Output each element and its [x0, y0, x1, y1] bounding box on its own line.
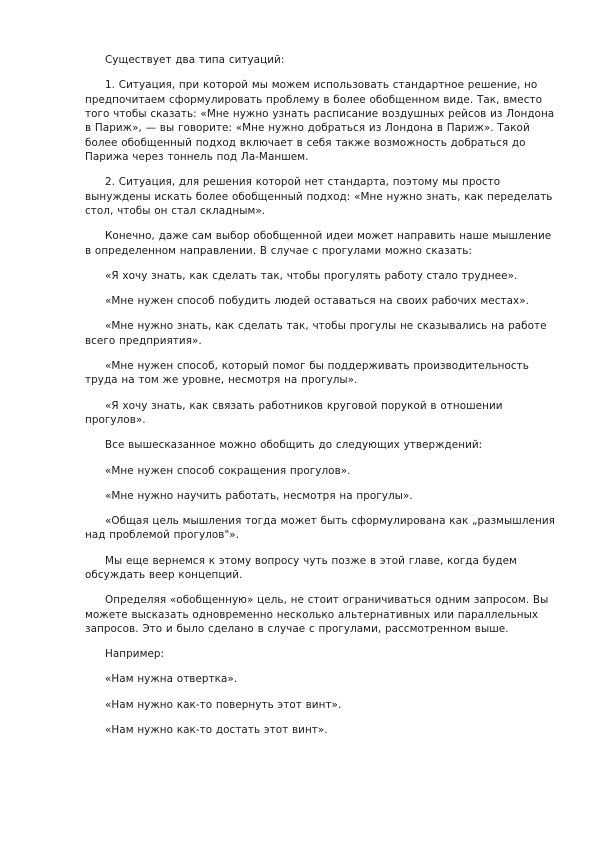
paragraph-intro: Существует два типа ситуаций: [105, 54, 285, 66]
quote-screwdriver: «Нам нужна отвертка». [105, 673, 238, 686]
quote-turn-screw: «Нам нужно как-то повернуть этот винт». [105, 698, 342, 711]
paragraph-summary: Все вышесказанное можно обобщить до следующих утверждений: [105, 439, 483, 452]
paragraph-concept-fan: Мы еще вернемся к этому вопросу чуть позже в этой главе, когда будем обсуждать веер концепций. [85, 554, 517, 581]
quote-summary-2: «Мне нужно научить работать, несмотря на прогулы». [105, 489, 413, 502]
quote-absence-2: «Мне нужен способ побудить людей оставаться на своих рабочих местах». [105, 295, 529, 308]
paragraph-example-label: Например: [105, 648, 165, 661]
quote-get-screw: «Нам нужно как-то достать этот винт». [105, 723, 328, 736]
paragraph-multiple-requests: Определяя «обобщенную» цель, не стоит ограничиваться одним запросом. Вы можете высказать одновременно несколько альтернативных или параллельных запросов. Это и было сделано в случае с прогулами, рассмотренном выше. [85, 594, 549, 635]
quote-absence-4: «Мне нужен способ, который помог бы поддерживать производительность труда на том же уровне, несмотря на прогулы». [85, 360, 529, 387]
paragraph-generalization: Конечно, даже сам выбор обобщенной идеи может направить наше мышление в определенном направлении. В случае с прогулами можно сказать: [85, 230, 552, 257]
paragraph-situation-1: 1. Ситуация, при которой мы можем использовать стандартное решение, но предпочитаем сформулировать проблему в более обобщенном виде. Так, вместо того чтобы сказать: «Мне нужно узнать расписание воздушных рейсов из Лондона в Париж», — вы говорите: «Мне нужно добраться из Лондона в Париж». Такой более обобщенный подход включает в себя также возможность добраться до Парижа через тоннель под Ла-Маншем. [85, 79, 555, 164]
document-body [85, 53, 555, 748]
quote-absence-5: «Я хочу знать, как связать работников круговой порукой в отношении прогулов». [85, 399, 503, 427]
paragraph-situation-2: 2. Ситуация, для решения которой нет стандарта, поэтому мы просто вынуждены искать более обобщенный подход: «Мне нужно знать, как переделать стол, чтобы он стал складным». [85, 176, 553, 218]
quote-absence-1: «Я хочу знать, как сделать так, чтобы прогулять работу стало труднее». [105, 270, 518, 283]
quote-summary-1: «Мне нужен способ сокращения прогулов». [105, 464, 351, 477]
quote-absence-3: «Мне нужно знать, как сделать так, чтобы прогулы не сказывались на работе всего предприятия». [85, 320, 547, 347]
quote-general-goal: «Общая цель мышления тогда может быть сформулирована как „размышления над проблемой прогулов"». [85, 514, 555, 542]
